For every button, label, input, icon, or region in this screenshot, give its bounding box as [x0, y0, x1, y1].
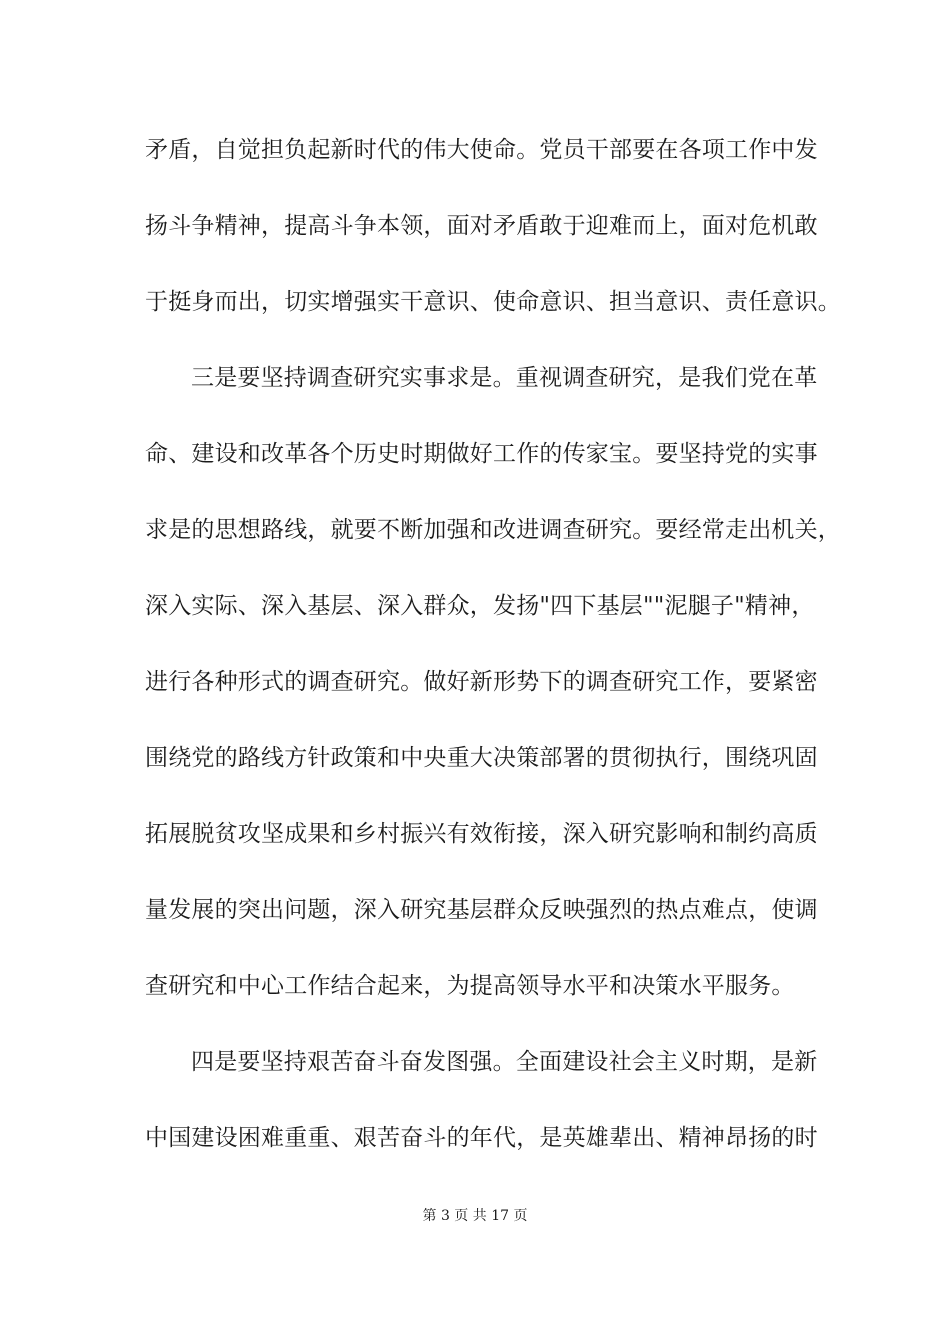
text-line: 进行各种形式的调查研究。做好新形势下的调查研究工作，要紧密: [145, 669, 818, 695]
text-line: 查研究和中心工作结合起来，为提高领导水平和决策水平服务。: [145, 973, 795, 999]
text-line: 深入实际、深入基层、深入群众，发扬"四下基层""泥腿子"精神，: [145, 593, 815, 619]
page-number-footer: 第 3 页 共 17 页: [422, 1208, 528, 1224]
text-line: 扬斗争精神，提高斗争本领，面对矛盾敢于迎难而上，面对危机敢: [145, 213, 818, 239]
text-line: 量发展的突出问题，深入研究基层群众反映强烈的热点难点，使调: [145, 897, 818, 923]
text-line: 拓展脱贫攻坚成果和乡村振兴有效衔接，深入研究影响和制约高质: [145, 821, 818, 847]
paragraph-first-line: 三是要坚持调查研究实事求是。重视调查研究，是我们党在革: [191, 365, 818, 391]
text-line: 于挺身而出，切实增强实干意识、使命意识、担当意识、责任意识。: [145, 289, 841, 315]
text-line: 中国建设困难重重、艰苦奋斗的年代，是英雄辈出、精神昂扬的时: [145, 1125, 818, 1151]
text-line: 矛盾，自觉担负起新时代的伟大使命。党员干部要在各项工作中发: [145, 137, 818, 163]
text-line: 命、建设和改革各个历史时期做好工作的传家宝。要坚持党的实事: [145, 441, 818, 467]
text-line: 求是的思想路线，就要不断加强和改进调查研究。要经常走出机关，: [145, 517, 841, 543]
text-line: 围绕党的路线方针政策和中央重大决策部署的贯彻执行，围绕巩固: [145, 745, 818, 771]
paragraph-first-line: 四是要坚持艰苦奋斗奋发图强。全面建设社会主义时期，是新: [191, 1049, 818, 1075]
